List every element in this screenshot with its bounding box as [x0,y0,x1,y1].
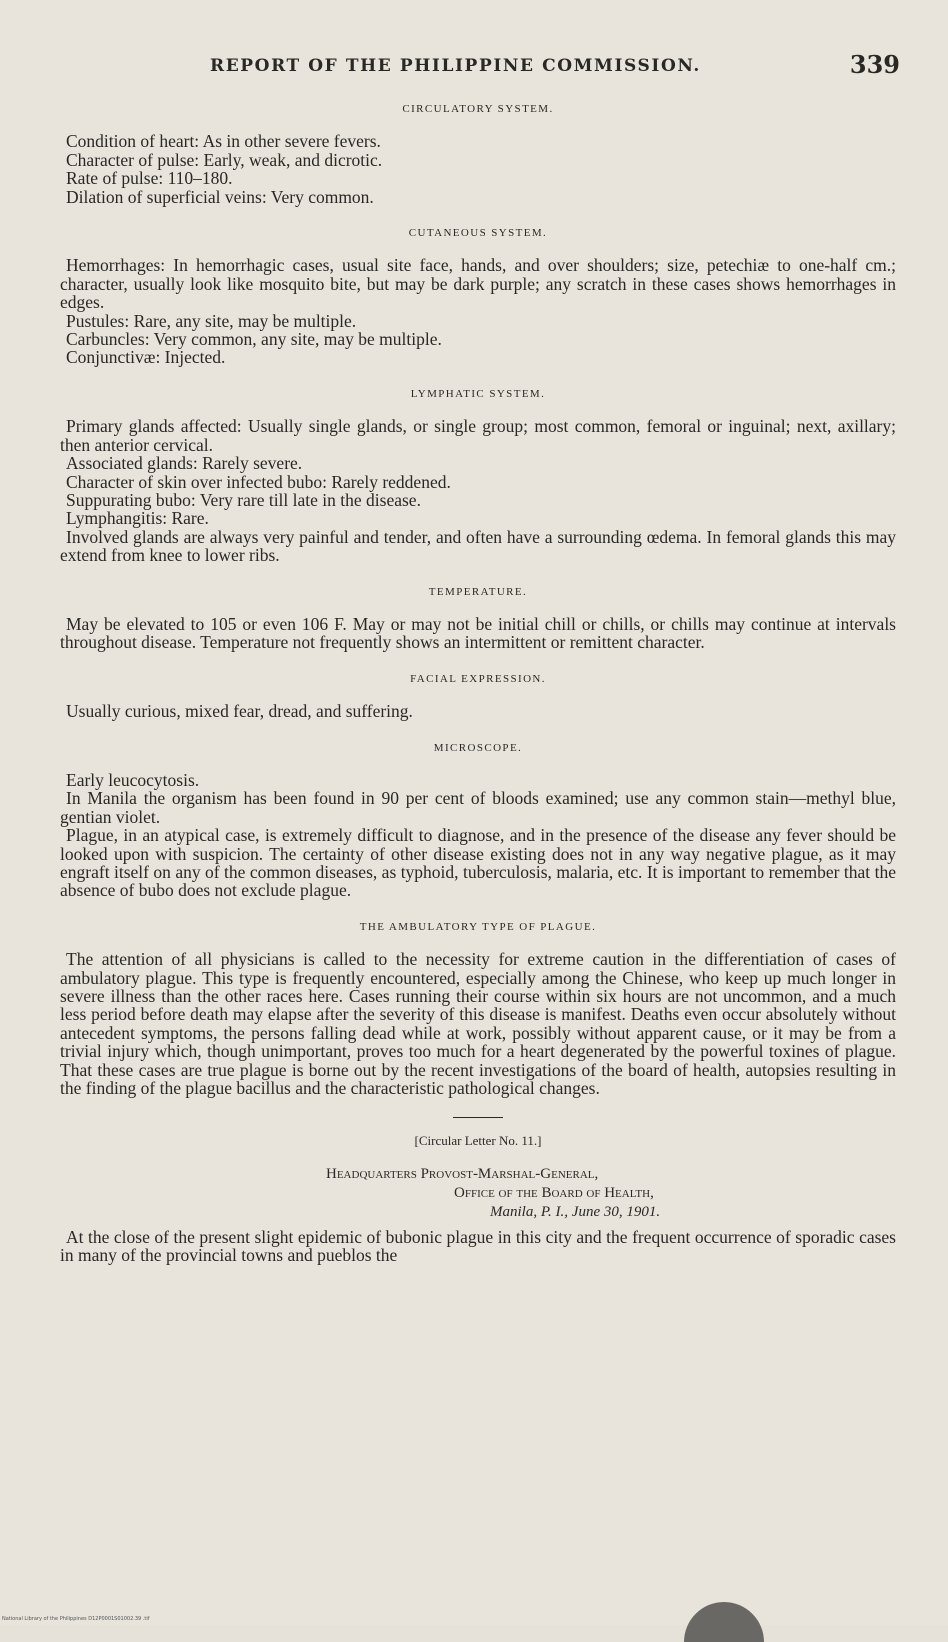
paragraph: May be elevated to 105 or even 106 F. May or may not be initial chill or chills, or chills may continue at intervals throughout disease. Temperature not frequently shows an intermittent or remittent character. [60,613,896,653]
text-line: Lymphangitis: Rare. [66,508,209,529]
text-line: Conjunctivæ: Injected. [66,347,226,368]
text-line: Character of pulse: Early, weak, and dicrotic. [66,149,383,170]
page-header [210,50,900,80]
sig-line-1: Headquarters Provost-Marshal-General, [326,1165,599,1182]
sig-line-2: Office of the Board of Health, [454,1184,654,1201]
paragraph: In Manila the organism has been found in 90 per cent of bloods examined; use any common stain—methyl blue, gentian violet. [60,788,896,827]
text-line: Dilation of superficial veins: Very common. [66,186,374,207]
section-heading-cutaneous: CUTANEOUS SYSTEM. [408,227,548,240]
running-title: REPORT OF THE PHILIPPINE COMMISSION. [210,56,701,76]
paragraph: Usually curious, mixed fear, dread, and suffering. [66,701,413,722]
paragraph: Involved glands are always very painful and tender, and often have a surrounding œdema. In femoral glands this may extend from knee to lower ribs. [60,526,896,566]
scan-artifact [684,1602,764,1642]
text-line: Carbuncles: Very common, any site, may be multiple. [66,329,442,350]
page-body [60,100,896,1265]
paragraph: Plague, in an atypical case, is extremely difficult to diagnose, and in the presence of the disease any fever should be looked upon with suspicion. The certainty of other disease existing does not in any way negative plague, as it may engraft itself on any of the common diseases, as typhoid, tuberculosis, malaria, etc. It is important to remember that the absence of bubo does not exclude plague. [60,825,896,901]
circular-letter-label: [Circular Letter No. 11.] [414,1133,542,1149]
section-heading-microscope: MICROSCOPE. [433,741,523,754]
section-heading-circulatory: CIRCULATORY SYSTEM. [402,103,554,115]
letter-heading [326,1165,896,1222]
text-line: Character of skin over infected bubo: Rarely reddened. [66,471,451,492]
section-heading-lymphatic: LYMPHATIC SYSTEM. [410,387,546,400]
text-line: Early leucocytosis. [66,769,200,790]
divider [453,1117,503,1118]
scan-footer: National Library of the Philippines D12P0001S01002.39 .tif [2,1616,150,1622]
text-line: Associated glands: Rarely severe. [66,453,303,474]
paragraph: The attention of all physicians is called to the necessity for extreme caution in the differentiation of cases of ambulatory plague. This type is frequently encountered, especially among the Chinese, who keep up much longer in severe illness than the other races here. Cases running their course within six hours are not uncommon, and a much less period before death may elapse after the severity of this disease is manifest. Deaths even occur absolutely without antecedent symptoms, the persons falling dead while at work, possibly without apparent cause, or it may be from a trivial injury which, though unimportant, proves too much for a heart degenerated by the powerful toxines of plague. That these cases are true plague is borne out by the recent investigations of the board of health, autopsies resulting in the finding of the plague bacillus and the characteristic pathological changes. [60,949,896,1099]
text-line: Suppurating bubo: Very rare till late in the disease. [66,489,421,510]
text-line: Pustules: Rare, any site, may be multiple. [66,310,357,331]
paragraph: At the close of the present slight epidemic of bubonic plague in this city and the frequent occurrence of sporadic cases in many of the provincial towns and pueblos the [60,1226,896,1266]
page-number: 339 [849,50,900,79]
paragraph: Primary glands affected: Usually single glands, or single group; most common, femoral or inguinal; next, axillary; then anterior cervical. [60,416,896,455]
section-heading-facial: FACIAL EXPRESSION. [410,672,546,685]
text-line: Condition of heart: As in other severe fevers. [66,131,381,152]
section-heading-temperature: TEMPERATURE. [428,585,528,598]
section-heading-ambulatory: THE AMBULATORY TYPE OF PLAGUE. [359,920,597,933]
sig-line-3: Manila, P. I., June 30, 1901. [490,1203,661,1220]
paragraph: Hemorrhages: In hemorrhagic cases, usual site face, hands, and over shoulders; size, petechiæ to one-half cm.; character, usually look like mosquito bite, but may be dark purple; any scratch in these cases shows hemorrhages in edges. [60,255,896,313]
text-line: Rate of pulse: 110–180. [66,168,233,189]
